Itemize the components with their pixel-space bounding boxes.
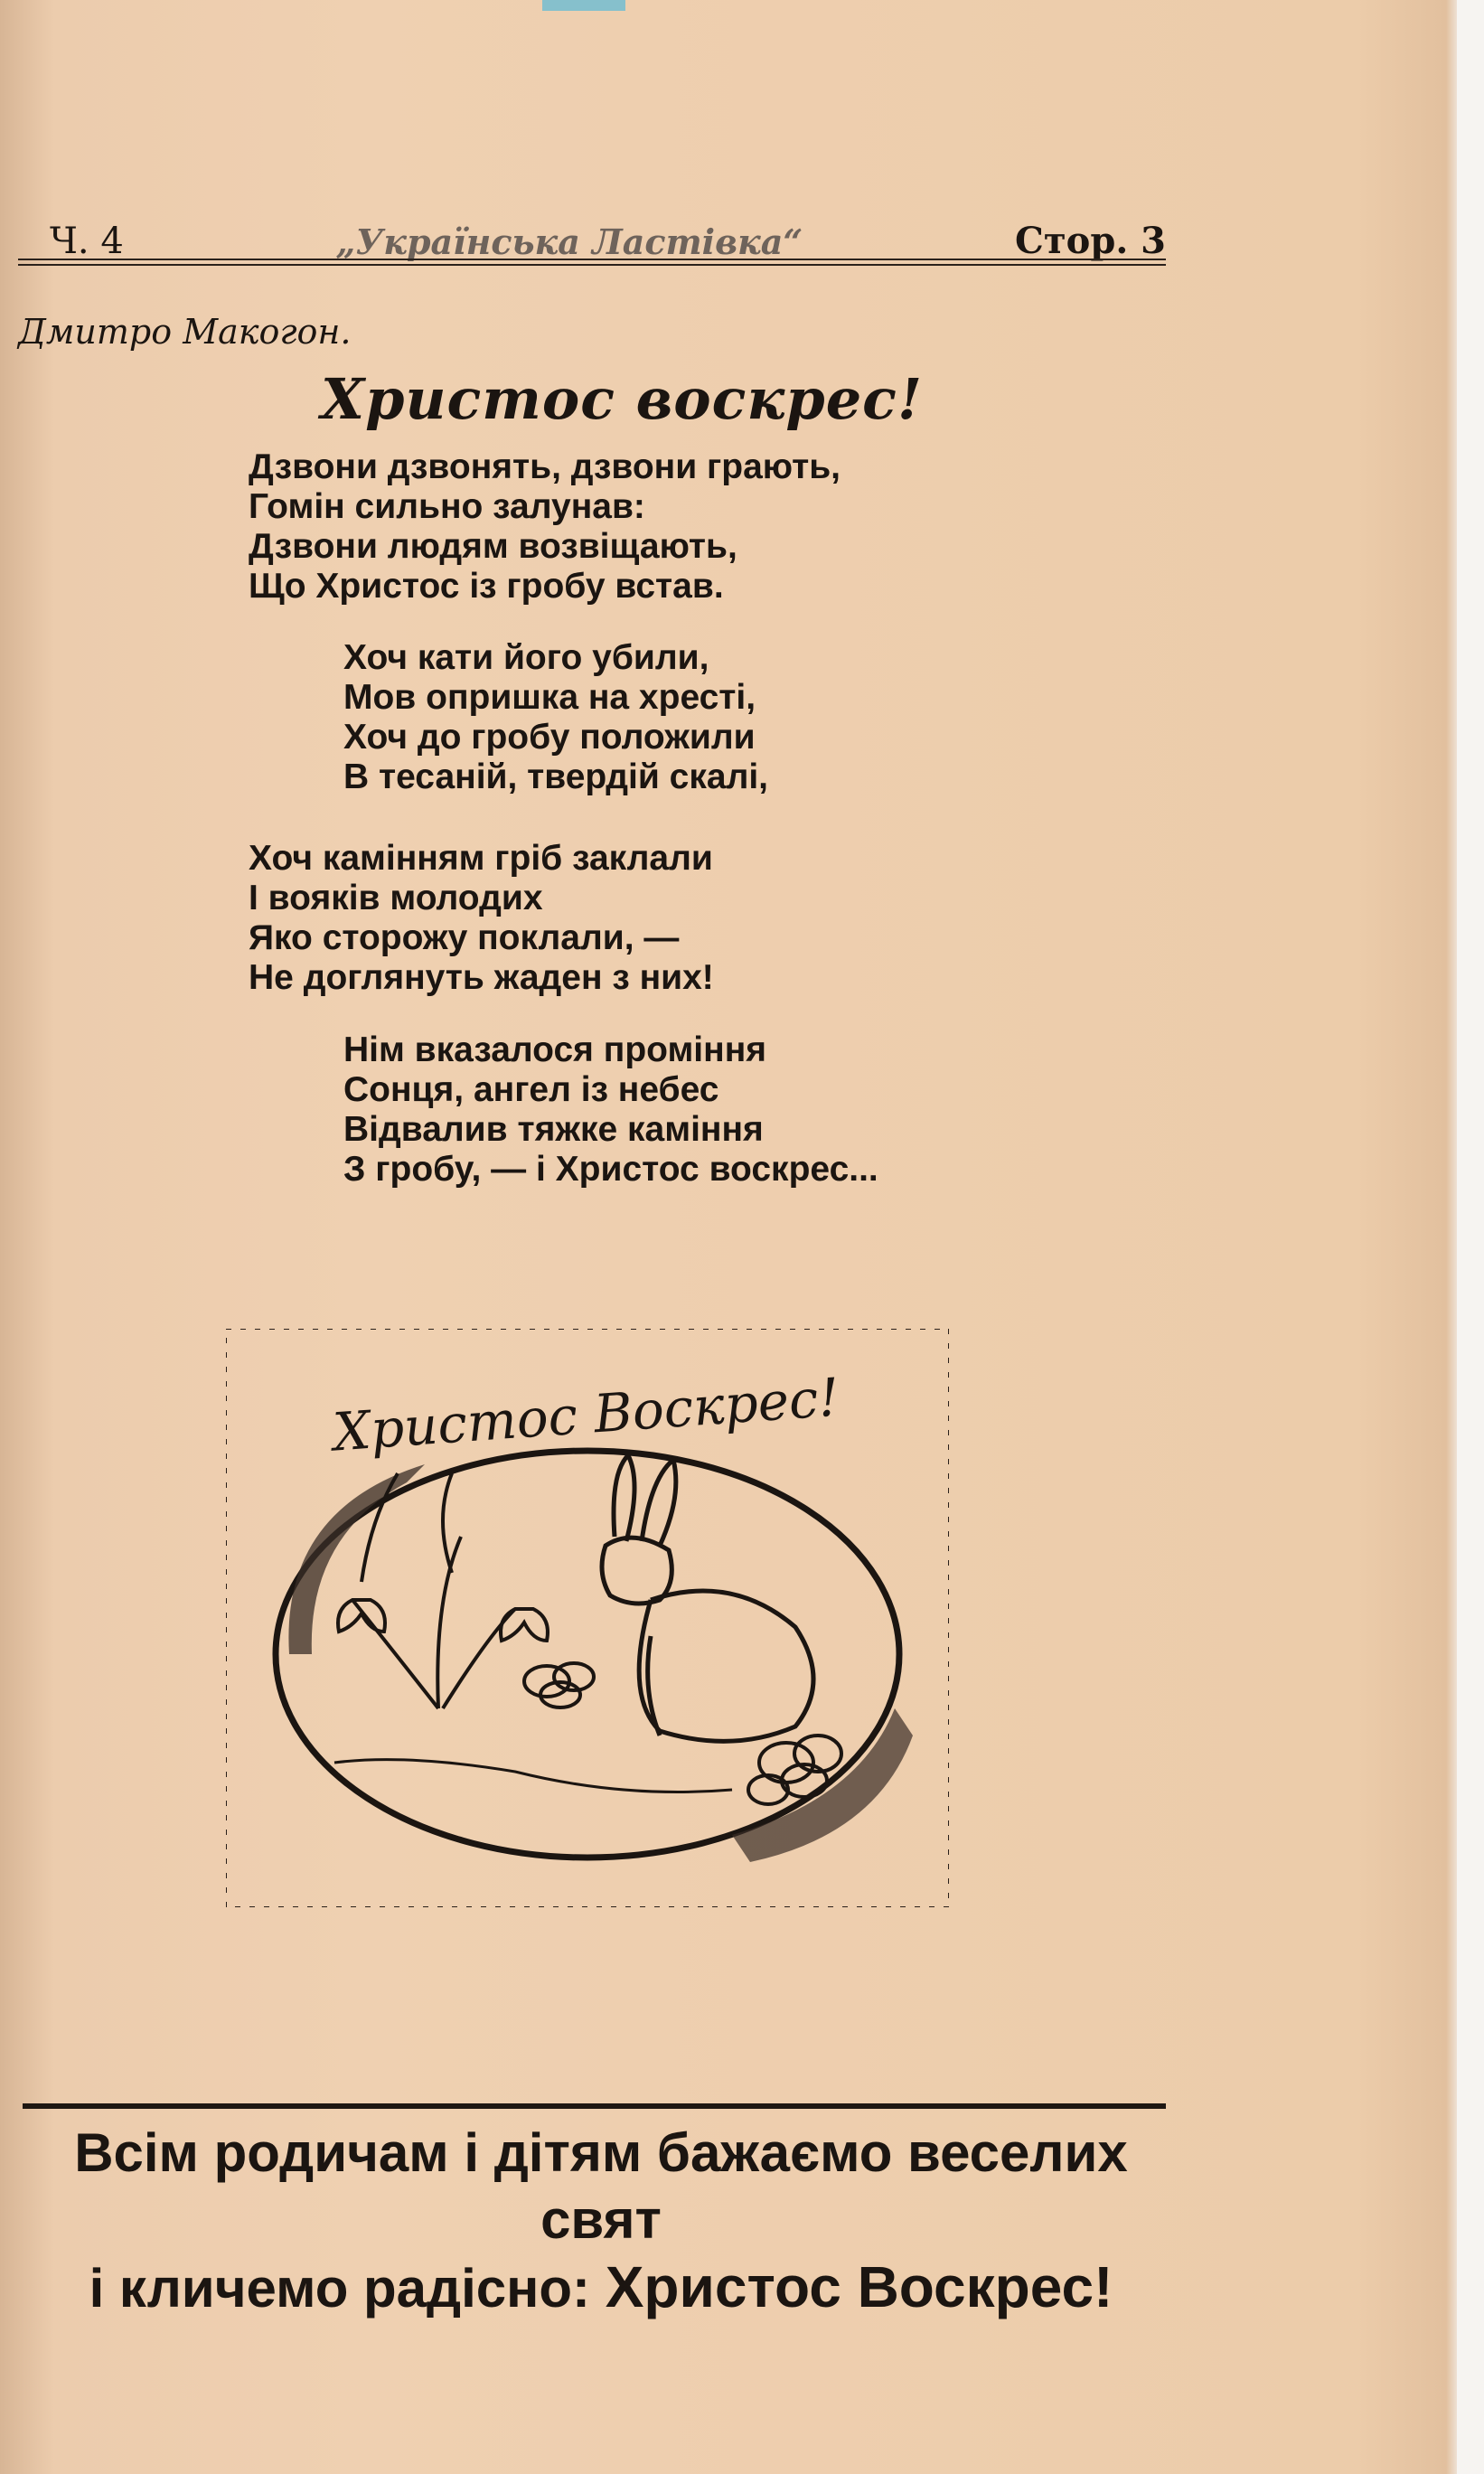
easter-greeting: [14, 2120, 1188, 2322]
scan-tab-marker: [542, 0, 625, 11]
poem-line: З гробу, — і Христос воскрес...: [343, 1150, 878, 1189]
poem-line: Не доглянуть жаден з них!: [249, 958, 714, 997]
woodcut-inscription: Христос Воскрес!: [331, 1366, 841, 1463]
snowdrop-blossom: [501, 1609, 548, 1641]
easter-woodcut-illustration: [226, 1329, 949, 1907]
greeting-rule: [23, 2103, 1166, 2109]
rabbit-body: [639, 1591, 813, 1741]
flower-stem: [443, 1609, 515, 1708]
page-number: Стор. 3: [1015, 220, 1166, 262]
stanza-1: [249, 447, 841, 607]
greeting-line-1: Всім родичам і дітям бажаємо веселих свят: [74, 2122, 1128, 2250]
stanza-3: [249, 839, 714, 998]
flower-stem: [352, 1600, 438, 1708]
snowdrop-blossom: [338, 1600, 385, 1632]
header-rule: [18, 259, 1166, 266]
poem-line: Відвалив тяжке каміння: [343, 1110, 764, 1149]
stanza-4: [343, 1030, 878, 1190]
greeting-line-2: [14, 2253, 1188, 2322]
issue-number: Ч. 4: [50, 221, 124, 262]
page-header: [50, 206, 1166, 262]
poem-line: І вояків молодих: [249, 879, 543, 917]
poem-line: Яко сторожу поклали, —: [249, 918, 680, 957]
stanza-2: [343, 638, 768, 797]
poem-line: Дзвони дзвонять, дзвони грають,: [249, 447, 841, 486]
poem-line: Гомін сильно залунав:: [249, 487, 645, 526]
rabbit-ear: [642, 1460, 676, 1546]
egg: [748, 1775, 788, 1804]
ground-line: [334, 1760, 732, 1792]
poem-line: Мов опришка на хресті,: [343, 678, 756, 717]
rabbit-ear: [614, 1455, 634, 1541]
poem-line: В тесаній, твердій скалі,: [343, 757, 769, 796]
poem-title: Христос воскрес!: [321, 366, 924, 432]
leaf: [443, 1473, 452, 1573]
poem-author: Дмитро Макогон.: [18, 312, 352, 352]
poem-line: Хоч до гробу положили: [343, 718, 756, 757]
newspaper-title: „Українська Ластівка“: [335, 221, 803, 262]
poem-line: Дзвони людям возвіщають,: [249, 527, 737, 566]
poem-line: Нім вказалося проміння: [343, 1030, 766, 1069]
poem-line: Хоч камінням гріб заклали: [249, 839, 713, 878]
scan-edge: [1457, 0, 1484, 2474]
poem-line: Що Христос із гробу встав.: [249, 567, 724, 606]
greeting-line-2-prefix: і кличемо радісно:: [89, 2258, 591, 2319]
rabbit-head: [602, 1538, 672, 1604]
poem-line: Хоч кати його убили,: [343, 638, 709, 677]
greeting-line-2-emphasis: Христос Воскрес!: [605, 2254, 1113, 2319]
poem-line: Сонця, ангел із небес: [343, 1070, 719, 1109]
